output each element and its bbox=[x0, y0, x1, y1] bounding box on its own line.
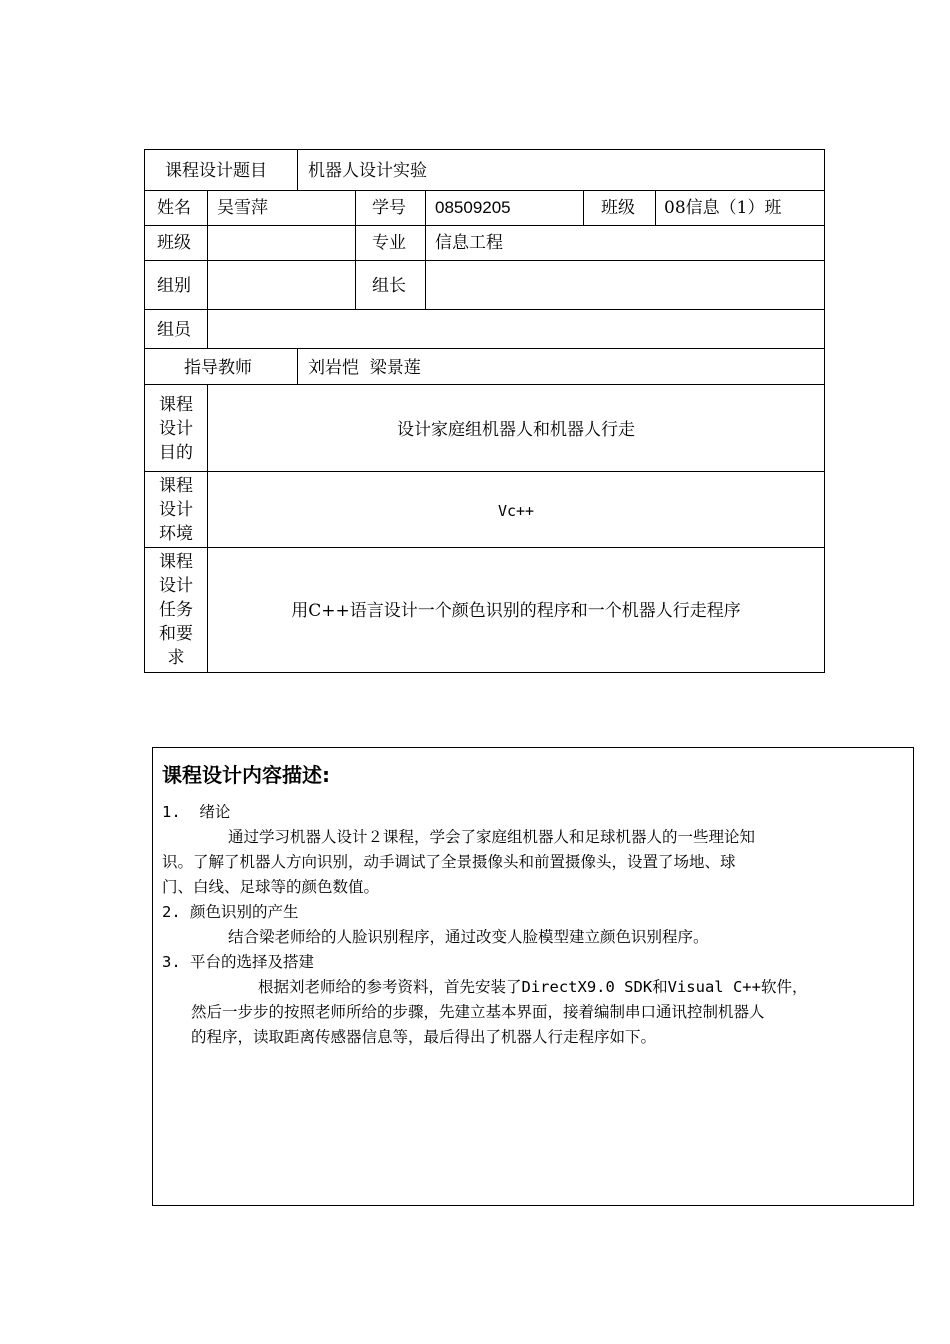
group-label: 组别 bbox=[157, 276, 191, 296]
purpose-label: 课程 设计 目的 bbox=[159, 395, 193, 463]
section-3-line: 根据刘老师给的参考资料，首先安装了DirectX9.0 SDK和Visual C++软件， bbox=[258, 978, 808, 996]
table-line bbox=[144, 225, 825, 226]
table-line bbox=[655, 190, 656, 225]
leader-label: 组长 bbox=[372, 276, 406, 296]
table-line bbox=[144, 190, 825, 191]
table-line bbox=[144, 672, 825, 673]
student-id-value: 08509205 bbox=[435, 198, 511, 217]
table-line bbox=[144, 547, 825, 548]
env-label: 课程 设计 环境 bbox=[159, 476, 193, 544]
table-line bbox=[297, 149, 298, 190]
table-line bbox=[144, 149, 825, 150]
table-line bbox=[297, 348, 298, 384]
section-2-line: 结合梁老师给的人脸识别程序，通过改变人脸模型建立颜色识别程序。 bbox=[228, 928, 709, 946]
table-line bbox=[144, 260, 825, 261]
section-1-heading: 1. 绪论 bbox=[162, 803, 231, 821]
table-line bbox=[425, 190, 426, 309]
table-line bbox=[144, 384, 825, 385]
teacher-label: 指导教师 bbox=[184, 358, 252, 378]
class-value: 08信息（1）班 bbox=[664, 198, 782, 218]
student-id-label: 学号 bbox=[372, 198, 406, 218]
task-label: 课程 设计 任务 和要 求 bbox=[159, 552, 193, 668]
class-label-2: 班级 bbox=[157, 233, 191, 253]
section-3-line: 的程序，读取距离传感器信息等，最后得出了机器人行走程序如下。 bbox=[191, 1028, 657, 1046]
section-1-line: 通过学习机器人设计２课程，学会了家庭组机器人和足球机器人的一些理论知 bbox=[228, 828, 756, 846]
table-line bbox=[583, 190, 584, 225]
section-2-heading: 2. 颜色识别的产生 bbox=[162, 903, 299, 921]
section-1-line: 识。了解了机器人方向识别，动手调试了全景摄像头和前置摄像头，设置了场地、球 bbox=[162, 853, 736, 871]
env-value: Vc++ bbox=[497, 502, 535, 520]
members-label: 组员 bbox=[157, 320, 191, 340]
table-line bbox=[207, 190, 208, 349]
table-line bbox=[144, 471, 825, 472]
major-label: 专业 bbox=[372, 233, 406, 253]
topic-value: 机器人设计实验 bbox=[308, 161, 427, 181]
major-value: 信息工程 bbox=[435, 233, 503, 253]
teacher-value: 刘岩恺 梁景莲 bbox=[308, 358, 421, 378]
table-line bbox=[144, 309, 825, 310]
name-value: 吴雪萍 bbox=[217, 198, 268, 218]
table-line bbox=[144, 149, 145, 673]
task-value: 用C++语言设计一个颜色识别的程序和一个机器人行走程序 bbox=[291, 601, 741, 621]
table-line bbox=[824, 149, 825, 673]
purpose-value: 设计家庭组机器人和机器人行走 bbox=[397, 420, 635, 440]
table-line bbox=[355, 190, 356, 309]
name-label: 姓名 bbox=[157, 198, 191, 218]
section-3-heading: 3. 平台的选择及搭建 bbox=[162, 953, 314, 971]
class-label: 班级 bbox=[601, 198, 635, 218]
description-title: 课程设计内容描述: bbox=[162, 763, 330, 787]
section-1-line: 门、白线、足球等的颜色数值。 bbox=[162, 878, 380, 896]
table-line bbox=[144, 348, 825, 349]
topic-label: 课程设计题目 bbox=[165, 161, 267, 181]
section-3-line: 然后一步步的按照老师所给的步骤，先建立基本界面，接着编制串口通讯控制机器人 bbox=[191, 1003, 765, 1021]
